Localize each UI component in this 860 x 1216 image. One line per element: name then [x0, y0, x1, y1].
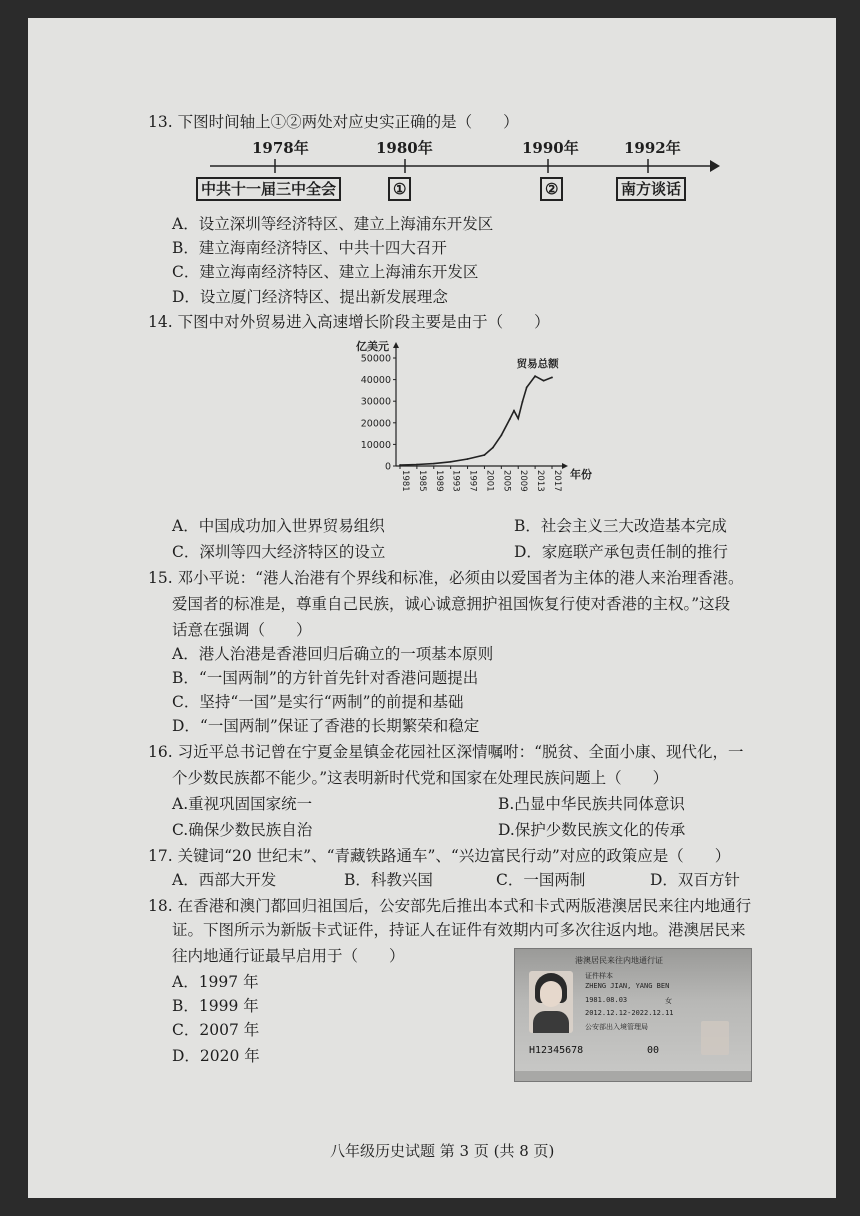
q13-option-a: A．设立深圳等经济特区、建立上海浦东开发区 — [172, 215, 494, 233]
y-axis-label: 亿美元 — [356, 340, 389, 353]
trade-line-chart — [340, 338, 600, 510]
series-label: 贸易总额 — [516, 357, 559, 370]
x-tick-label: 2009 — [518, 470, 529, 492]
card-issuer: 公安部出入境管理局 — [585, 1023, 648, 1031]
q15-line-3: 话意在强调（ ） — [172, 621, 312, 639]
trade-total-point — [399, 464, 401, 466]
q16-option-b: B.凸显中华民族共同体意识 — [498, 795, 685, 813]
timeline-box-southern-tour: 南方谈话 — [616, 177, 686, 201]
x-axis-arrow — [562, 463, 568, 469]
q13-option-d: D．设立厦门经济特区、提出新发展理念 — [172, 288, 448, 306]
q16-option-d: D.保护少数民族文化的传承 — [498, 821, 686, 839]
y-tick-label: 10000 — [360, 439, 391, 451]
q14-option-c: C．深圳等四大经济特区的设立 — [172, 543, 386, 561]
timeline-axis — [210, 156, 720, 176]
y-tick-label: 30000 — [360, 396, 391, 408]
trade-total-point — [509, 418, 511, 420]
q14-option-a: A．中国成功加入世界贸易组织 — [172, 517, 385, 535]
timeline-year-1980: 1980年 — [376, 139, 433, 157]
y-tick-label: 40000 — [360, 375, 391, 387]
q15-line-1: 15. 邓小平说：“港人治港有个界线和标准，必须由以爱国者为主体的港人来治理香港。 — [148, 569, 744, 587]
x-tick-label: 2001 — [484, 470, 495, 492]
trade-total-point — [500, 434, 502, 436]
q15-line-2: 爱国者的标准是，尊重自己民族，诚心诚意拥护祖国恢复行使对香港的主权。”这段 — [172, 595, 731, 613]
permit-card-photo — [514, 948, 752, 1082]
timeline-box-third-plenum: 中共十一届三中全会 — [196, 177, 341, 201]
y-axis-arrow — [393, 342, 399, 348]
timeline-year-1990: 1990年 — [522, 139, 579, 157]
q13-stem: 13. 下图时间轴上①②两处对应史实正确的是（ ） — [148, 113, 519, 131]
q17-option-d: D．双百方针 — [650, 871, 740, 889]
q16-option-a: A.重视巩固国家统一 — [172, 795, 313, 813]
trade-total-point — [433, 463, 435, 465]
card-portrait — [529, 971, 573, 1033]
card-number: H12345678 — [529, 1045, 584, 1056]
trade-total-point — [450, 461, 452, 463]
x-tick-label: 1997 — [467, 470, 478, 492]
trade-total-point — [522, 401, 524, 403]
q18-option-a: A．1997 年 — [172, 973, 259, 991]
x-tick-label: 2013 — [535, 470, 546, 492]
q15-option-b: B．“一国两制”的方针首先针对香港问题提出 — [172, 669, 479, 687]
y-tick-label: 20000 — [360, 418, 391, 430]
timeline-box-2: ② — [540, 177, 563, 201]
page-footer: 八年级历史试题 第 3 页 (共 8 页) — [330, 1142, 555, 1160]
card-validity: 2012.12.12-2022.12.11 — [585, 1009, 674, 1017]
card-seq: 00 — [647, 1045, 660, 1056]
trade-total-point — [551, 377, 553, 379]
x-tick-label: 1989 — [433, 470, 444, 492]
trade-total-point — [492, 447, 494, 449]
q17-option-c: C．一国两制 — [496, 871, 586, 889]
x-axis-label: 年份 — [570, 468, 592, 481]
q13-option-b: B．建立海南经济特区、中共十四大召开 — [172, 239, 447, 257]
q18-line-3: 往内地通行证最早启用于（ ） — [172, 947, 405, 965]
trade-total-point — [543, 380, 545, 382]
q18-option-d: D．2020 年 — [172, 1047, 260, 1065]
card-title: 港澳居民来往内地通行证 — [575, 956, 663, 965]
trade-total-point — [513, 410, 515, 412]
q16-line-1: 16. 习近平总书记曾在宁夏金星镇金花园社区深情嘱咐：“脱贫、全面小康、现代化，一 — [148, 743, 744, 761]
timeline-year-1992: 1992年 — [624, 139, 681, 157]
x-tick-label: 2017 — [552, 470, 562, 492]
q18-line-2: 证。下图所示为新版卡式证件，持证人在证件有效期内可多次往返内地。港澳居民来 — [172, 921, 746, 939]
q18-line-1: 18. 在香港和澳门都回归祖国后，公安部先后推出本式和卡式两版港澳居民来往内地通行 — [148, 897, 752, 915]
q17-option-b: B．科教兴国 — [344, 871, 433, 889]
trade-total-point — [534, 375, 536, 377]
q13-option-c: C．建立海南经济特区、建立上海浦东开发区 — [172, 263, 479, 281]
q15-option-a: A．港人治港是香港回归后确立的一项基本原则 — [172, 645, 494, 663]
q16-line-2: 个少数民族都不能少。”这表明新时代党和国家在处理民族问题上（ ） — [172, 769, 669, 787]
card-sample-label: 证件样本 — [585, 972, 613, 980]
trade-total-point — [416, 464, 418, 466]
q17-option-a: A．西部大开发 — [172, 871, 277, 889]
card-dob: 1981.08.03 — [585, 996, 628, 1004]
y-tick-label: 0 — [384, 461, 391, 473]
x-tick-label: 1981 — [400, 470, 410, 492]
q18-option-b: B．1999 年 — [172, 997, 259, 1015]
card-bottom-strip — [515, 1071, 751, 1081]
q14-option-d: D．家庭联产承包责任制的推行 — [514, 543, 728, 561]
x-tick-label: 1985 — [416, 470, 427, 492]
q16-option-c: C.确保少数民族自治 — [172, 821, 313, 839]
q14-option-b: B．社会主义三大改造基本完成 — [514, 517, 727, 535]
trade-total-point — [526, 386, 528, 388]
q18-option-c: C．2007 年 — [172, 1021, 260, 1039]
y-tick-label: 50000 — [360, 353, 391, 365]
timeline-box-1: ① — [388, 177, 411, 201]
timeline-year-1978: 1978年 — [252, 139, 309, 157]
x-tick-label: 1993 — [450, 470, 461, 492]
q15-option-c: C．坚持“一国”是实行“两制”的前提和基础 — [172, 693, 464, 711]
x-tick-label: 2005 — [501, 470, 512, 492]
trade-total-point — [517, 418, 519, 420]
q15-option-d: D．“一国两制”保证了香港的长期繁荣和稳定 — [172, 717, 480, 735]
trade-total-point — [484, 454, 486, 456]
card-sex: 女 — [665, 997, 672, 1005]
trade-total-line — [400, 376, 552, 465]
q17-stem: 17. 关键词“20 世纪末”、“青藏铁路通车”、“兴边富民行动”对应的政策应是（ ） — [148, 847, 731, 865]
trade-total-point — [467, 458, 469, 460]
card-ghost-portrait — [701, 1021, 729, 1055]
card-name: ZHENG JIAN, YANG BEN — [585, 982, 670, 990]
q14-stem: 14. 下图中对外贸易进入高速增长阶段主要是由于（ ） — [148, 313, 550, 331]
